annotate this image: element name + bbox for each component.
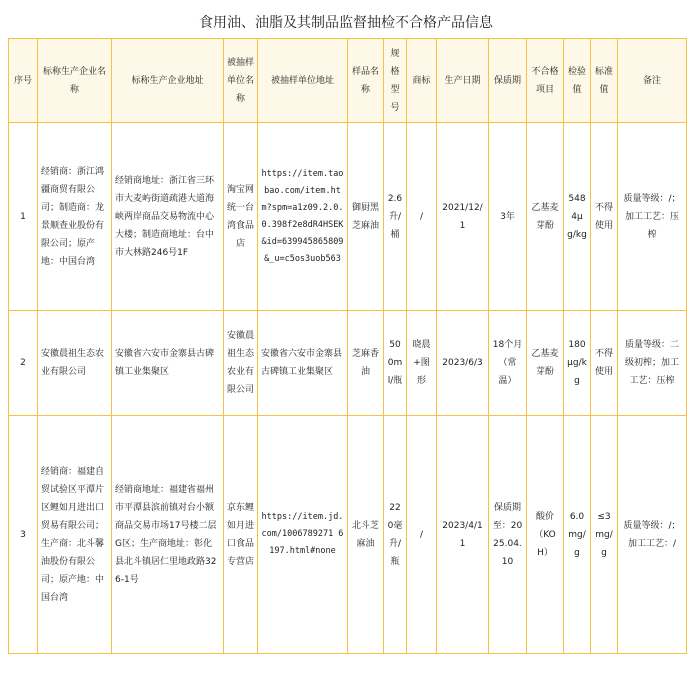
cell-brand: / <box>407 123 437 311</box>
cell-company-address: 经销商地址：浙江省三环市大麦屿街道疏港大道海峡两岸商品交易物流中心大楼；制造商地址：台中市大林路246号1F <box>112 123 224 311</box>
cell-serial-number: 2 <box>9 311 38 416</box>
cell-production-date: 2023/4/11 <box>437 416 489 654</box>
table-row <box>9 416 687 654</box>
cell-failed-item: 酸价（KOH） <box>527 416 564 654</box>
cell-production-date: 2023/6/3 <box>437 311 489 416</box>
header-serial-number: 序号 <box>9 39 38 123</box>
cell-shelf-life: 18个月（常温） <box>489 311 527 416</box>
cell-test-value: 6.0mg/g <box>564 416 591 654</box>
cell-company-name: 经销商：浙江鸿疆商贸有限公司；制造商：龙景顺查业股份有限公司；原产地：中国台湾 <box>38 123 112 311</box>
cell-note: 质量等级：/；加工工艺：/ <box>618 416 687 654</box>
table-header-row <box>9 39 687 123</box>
cell-shelf-life: 3年 <box>489 123 527 311</box>
cell-serial-number: 1 <box>9 123 38 311</box>
header-sample-name: 样品名称 <box>348 39 384 123</box>
cell-standard-value: 不得使用 <box>591 311 618 416</box>
table-row <box>9 123 687 311</box>
cell-spec: 220毫升/瓶 <box>384 416 407 654</box>
header-test-value: 检验值 <box>564 39 591 123</box>
cell-company-address: 经销商地址：福建省福州市平潭县滨前镇对台小额商品交易市场17号楼二层G区；生产商地址：彰化县北斗镇居仁里地政路326-1号 <box>112 416 224 654</box>
cell-note: 质量等级：二级初榨；加工工艺：压榨 <box>618 311 687 416</box>
header-shelf-life: 保质期 <box>489 39 527 123</box>
cell-note: 质量等级：/；加工工艺：压榨 <box>618 123 687 311</box>
cell-production-date: 2021/12/1 <box>437 123 489 311</box>
table-row <box>9 311 687 416</box>
cell-brand: / <box>407 416 437 654</box>
cell-standard-value: 不得使用 <box>591 123 618 311</box>
cell-sampled-unit-address: https://item.jd.com/1006789271 6197.html#none <box>258 416 348 654</box>
cell-sampled-unit-name: 安徽晨祖生态农业有限公司 <box>224 311 258 416</box>
cell-spec: 500ml/瓶 <box>384 311 407 416</box>
header-company-address: 标称生产企业地址 <box>112 39 224 123</box>
header-standard-value: 标准值 <box>591 39 618 123</box>
header-note: 备注 <box>618 39 687 123</box>
cell-sample-name: 御厨黑芝麻油 <box>348 123 384 311</box>
header-company-name: 标称生产企业名称 <box>38 39 112 123</box>
cell-sample-name: 芝麻香油 <box>348 311 384 416</box>
cell-test-value: 180μg/kg <box>564 311 591 416</box>
header-production-date: 生产日期 <box>437 39 489 123</box>
cell-company-name: 安徽晨祖生态农业有限公司 <box>38 311 112 416</box>
cell-failed-item: 乙基麦芽酚 <box>527 311 564 416</box>
cell-serial-number: 3 <box>9 416 38 654</box>
cell-sample-name: 北斗芝麻油 <box>348 416 384 654</box>
cell-test-value: 5484μg/kg <box>564 123 591 311</box>
header-sampled-unit-name: 被抽样单位名称 <box>224 39 258 123</box>
cell-sampled-unit-address: 安徽省六安市金寨县古碑镇工业集聚区 <box>258 311 348 416</box>
header-sampled-unit-address: 被抽样单位地址 <box>258 39 348 123</box>
cell-standard-value: ≤3mg/g <box>591 416 618 654</box>
cell-spec: 2.6升/桶 <box>384 123 407 311</box>
cell-brand: 晓晨+图形 <box>407 311 437 416</box>
cell-sampled-unit-name: 京东鲤如月进口食品专营店 <box>224 416 258 654</box>
cell-shelf-life: 保质期至：2025.04.10 <box>489 416 527 654</box>
cell-company-name: 经销商：福建自贸试验区平潭片区鲤如月进出口贸易有限公司；生产商：北斗馨油股份有限公司；原产地：中国台湾 <box>38 416 112 654</box>
unqualified-products-table <box>8 38 687 654</box>
page-title: 食用油、油脂及其制品监督抽检不合格产品信息 <box>199 15 493 31</box>
cell-company-address: 安徽省六安市金寨县古碑镇工业集聚区 <box>112 311 224 416</box>
cell-sampled-unit-name: 淘宝网统一台湾食品店 <box>224 123 258 311</box>
cell-sampled-unit-address: https://item.taobao.com/item.htm?spm=a1z09.2.0.0.398f2e8dR4HSEK&id=639945865809&_u=c5os3uob563 <box>258 123 348 311</box>
header-brand: 商标 <box>407 39 437 123</box>
header-spec: 规格型号 <box>384 39 407 123</box>
cell-failed-item: 乙基麦芽酚 <box>527 123 564 311</box>
header-failed-item: 不合格项目 <box>527 39 564 123</box>
